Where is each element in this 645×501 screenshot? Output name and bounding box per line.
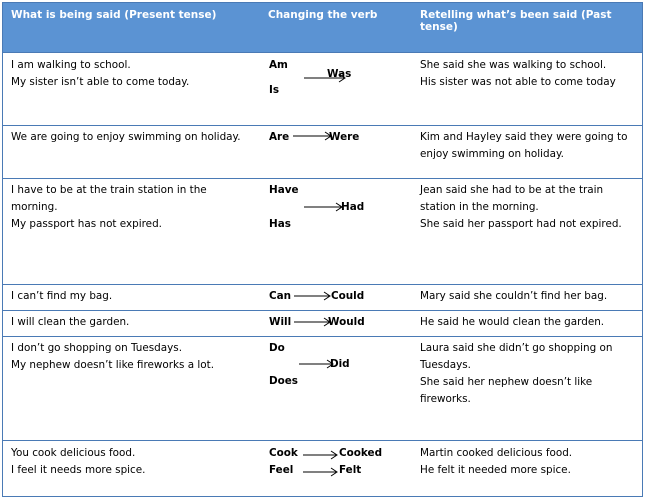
verb-from: Am [269,59,288,71]
sentence: My passport has not expired. [11,218,162,230]
present-tense-cell [11,129,261,146]
table-row [3,285,642,311]
past-tense-cell [420,288,640,305]
sentence: Martin cooked delicious food. [420,447,573,459]
present-tense-cell [11,288,261,305]
present-tense-cell [11,340,261,374]
table-header-row [3,3,642,53]
verb-from: Has [269,218,291,230]
header-present-tense: What is being said (Present tense) [11,9,217,21]
verb-to: Had [341,201,365,213]
reported-speech-table [2,2,643,497]
verb-to: Would [328,316,365,328]
sentence: I am walking to school. [11,59,131,71]
arrow-icon [294,317,332,327]
sentence: Kim and Hayley said they were going to [420,131,628,143]
verb-from: Do [269,342,285,354]
sentence: You cook delicious food. [11,447,136,459]
past-tense-cell [420,445,640,479]
verb-from: Does [269,375,298,387]
header-past-tense: Retelling what’s been said (Past tense) [420,9,612,33]
present-tense-cell [11,57,261,91]
verb-to: Did [330,358,350,370]
verb-from: Have [269,184,299,196]
sentence: He felt it needed more spice. [420,464,571,476]
sentence: I have to be at the train station in the [11,184,207,196]
header-changing-verb: Changing the verb [268,9,378,21]
table-row [3,311,642,337]
verb-from: Can [269,290,292,302]
table-row [3,179,642,285]
sentence: My nephew doesn’t like fireworks a lot. [11,359,215,371]
verb-from: Will [269,316,292,328]
sentence: station in the morning. [420,201,539,213]
past-tense-cell [420,129,640,163]
sentence: His sister was not able to come today [420,76,616,88]
present-tense-cell [11,314,261,331]
verb-to: Felt [339,464,362,476]
past-tense-cell [420,57,640,91]
verb-to: Were [329,131,360,143]
sentence: morning. [11,201,58,213]
arrow-icon [294,291,332,301]
arrow-icon [303,467,339,477]
arrow-icon [293,131,333,141]
verb-to: Was [327,68,352,80]
arrow-icon [303,450,339,460]
past-tense-cell [420,182,640,233]
sentence: Jean said she had to be at the train [420,184,604,196]
table-row [3,441,642,496]
table-row [3,337,642,441]
present-tense-cell [11,445,261,479]
verb-from: Cook [269,447,298,459]
table-row [3,53,642,126]
sentence: Laura said she didn’t go shopping on [420,342,613,354]
sentence: She said her passport had not expired. [420,218,622,230]
arrow-icon [304,202,344,212]
present-tense-cell [11,182,261,233]
verb-to: Could [331,290,365,302]
table-row [3,126,642,179]
sentence: She said her nephew doesn’t like [420,376,593,388]
sentence: I will clean the garden. [11,316,130,328]
sentence: I feel it needs more spice. [11,464,146,476]
past-tense-cell [420,314,640,331]
verb-to: Cooked [339,447,383,459]
verb-from: Is [269,84,280,96]
sentence: I can’t find my bag. [11,290,113,302]
sentence: Tuesdays. [420,359,471,371]
sentence: enjoy swimming on holiday. [420,148,564,160]
sentence: fireworks. [420,393,471,405]
past-tense-cell [420,340,640,408]
verb-from: Are [269,131,290,143]
sentence: Mary said she couldn’t find her bag. [420,290,608,302]
sentence: She said she was walking to school. [420,59,607,71]
sentence: I don’t go shopping on Tuesdays. [11,342,182,354]
sentence: We are going to enjoy swimming on holiday. [11,131,241,143]
sentence: He said he would clean the garden. [420,316,605,328]
verb-from: Feel [269,464,294,476]
sentence: My sister isn’t able to come today. [11,76,190,88]
